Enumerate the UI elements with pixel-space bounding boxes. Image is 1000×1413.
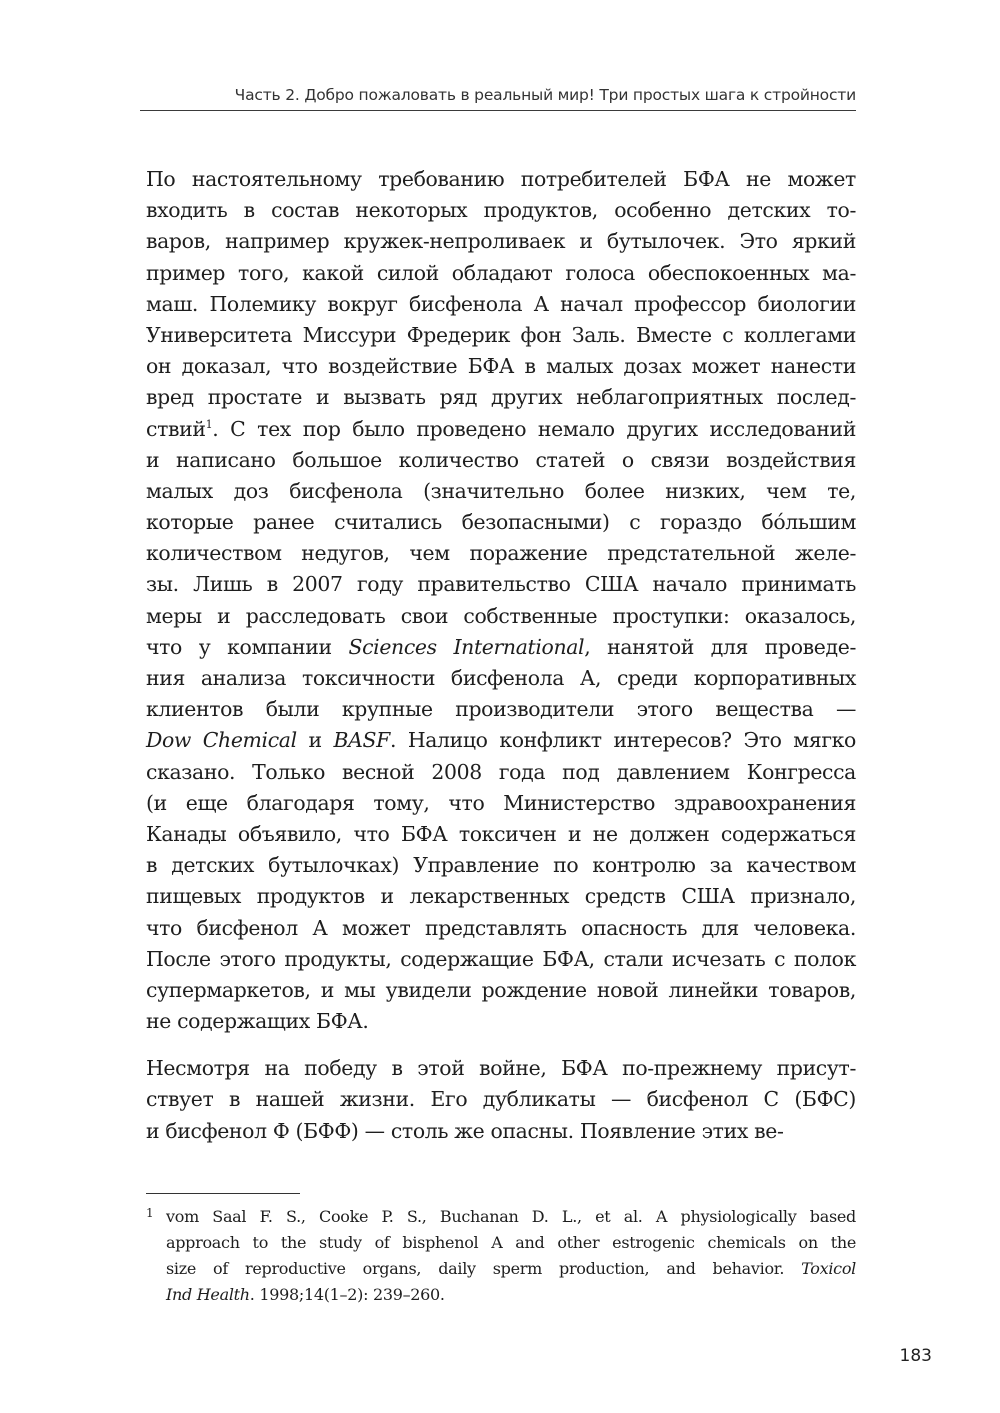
text-segment: зы. Лишь в 2007 году правительство США начало принимать: [146, 572, 856, 597]
text-segment: ствий: [146, 416, 206, 441]
italic-text: Toxicol: [801, 1259, 856, 1278]
running-header: [140, 82, 856, 111]
text-segment: vom Saal F. S., Cooke P. S., Buchanan D. L., et al. A physiologically based: [166, 1207, 856, 1226]
text-segment: он доказал, что воздействие БФА в малых дозах может нанести: [146, 354, 856, 379]
text-line: [146, 414, 856, 445]
footnote: [146, 1204, 856, 1308]
italic-text: Ind Health: [166, 1285, 250, 1304]
text-segment: малых доз бисфенола (значительно более низких, чем те,: [146, 478, 856, 503]
text-segment: (и еще благодаря тому, что Министерство здравоохранения: [146, 790, 856, 815]
text-line: [146, 1053, 856, 1084]
text-line: [146, 320, 856, 351]
text-segment: клиентов были крупные производители этого вещества —: [146, 697, 856, 722]
text-segment: Несмотря на победу в этой войне, БФА по-прежнему присут-: [146, 1056, 856, 1081]
footnote-reference: 1: [205, 417, 213, 431]
text-segment: . 1998;14(1–2): 239–260.: [249, 1285, 445, 1304]
text-line: [146, 788, 856, 819]
italic-text: Sciences International: [348, 634, 585, 659]
text-segment: пищевых продуктов и лекарственных средств США признало,: [146, 884, 856, 909]
text-line: [146, 663, 856, 694]
text-segment: После этого продукты, содержащие БФА, стали исчезать с полок: [146, 946, 856, 971]
text-line: [146, 195, 856, 226]
text-line: [146, 445, 856, 476]
text-line: [166, 1204, 856, 1230]
text-line: [146, 1116, 856, 1147]
text-segment: не содержащих БФА.: [146, 1009, 369, 1034]
running-header-text: Часть 2. Добро пожаловать в реальный мир! Три простых шага к стройности: [234, 86, 856, 104]
text-line: [146, 507, 856, 538]
text-line: [146, 569, 856, 600]
text-segment: и бисфенол Ф (БФФ) — столь же опасны. Появление этих ве-: [146, 1118, 784, 1143]
body-text: [146, 164, 856, 1147]
text-segment: меры и расследовать свои собственные проступки: оказалось,: [146, 603, 856, 628]
paragraph: [146, 1053, 856, 1147]
text-segment: , нанятой для проведе-: [584, 634, 856, 659]
text-line: [146, 850, 856, 881]
text-line: [146, 351, 856, 382]
text-line: [146, 382, 856, 413]
text-segment: в детских бутылочках) Управление по контролю за качеством: [146, 853, 856, 878]
text-line: [146, 476, 856, 507]
italic-text: BASF: [333, 728, 390, 753]
text-segment: size of reproductive organs, daily sperm production, and behavior.: [166, 1259, 802, 1278]
text-segment: Университета Миссури Фредерик фон Заль. Вместе с коллегами: [146, 322, 856, 347]
text-line: [166, 1256, 856, 1282]
footnote-divider: [146, 1193, 300, 1194]
text-line: [146, 226, 856, 257]
footnote-number: 1: [146, 1206, 154, 1220]
text-segment: количеством недугов, чем поражение предстательной желе-: [146, 541, 856, 566]
paragraph: [146, 164, 856, 1037]
text-line: [146, 757, 856, 788]
page-number: 183: [899, 1346, 932, 1366]
text-segment: ствует в нашей жизни. Его дубликаты — бисфенол С (БФС): [146, 1087, 856, 1112]
text-segment: . С тех пор было проведено немало других исследований: [212, 416, 856, 441]
text-segment: сказано. Только весной 2008 года под давлением Конгресса: [146, 759, 856, 784]
text-line: [146, 694, 856, 725]
text-line: [146, 538, 856, 569]
text-line: [146, 1006, 856, 1037]
text-line: [146, 944, 856, 975]
text-line: [146, 913, 856, 944]
text-line: [146, 601, 856, 632]
text-segment: пример того, какой силой обладают голоса обеспокоенных ма-: [146, 260, 856, 285]
text-segment: Канады объявило, что БФА токсичен и не должен содержаться: [146, 821, 856, 846]
text-segment: входить в состав некоторых продуктов, особенно детских то-: [146, 198, 856, 223]
text-line: [146, 164, 856, 195]
text-segment: что бисфенол А может представлять опасность для человека.: [146, 915, 856, 940]
text-segment: ния анализа токсичности бисфенола А, среди корпоративных: [146, 666, 856, 690]
text-line: [166, 1230, 856, 1256]
text-segment: approach to the study of bisphenol A and other estrogenic chemicals on the: [166, 1233, 856, 1252]
text-segment: супермаркетов, и мы увидели рождение новой линейки товаров,: [146, 977, 856, 1002]
text-segment: маш. Полемику вокруг бисфенола А начал профессор биологии: [146, 291, 856, 316]
text-segment: варов, например кружек-непроливаек и бутылочек. Это яркий: [146, 229, 856, 254]
text-line: [146, 258, 856, 289]
text-segment: . Налицо конфликт интересов? Это мягко: [389, 728, 856, 753]
text-line: [166, 1282, 856, 1308]
text-segment: что у компании: [146, 634, 349, 659]
text-line: [146, 632, 856, 663]
text-line: [146, 881, 856, 912]
text-line: [146, 975, 856, 1006]
text-line: [146, 1084, 856, 1115]
text-line: [146, 725, 856, 756]
italic-text: Dow Chemical: [146, 728, 297, 753]
text-segment: и написано большое количество статей о связи воздействия: [146, 447, 856, 472]
text-line: [146, 819, 856, 850]
footnote-text: [166, 1204, 856, 1308]
text-segment: и: [296, 728, 334, 753]
text-segment: По настоятельному требованию потребителей БФА не может: [146, 167, 856, 191]
text-segment: которые ранее считались безопасными) с гораздо бо́льшим: [146, 510, 856, 535]
text-line: [146, 289, 856, 320]
text-segment: вред простате и вызвать ряд других неблагоприятных послед-: [146, 385, 856, 410]
